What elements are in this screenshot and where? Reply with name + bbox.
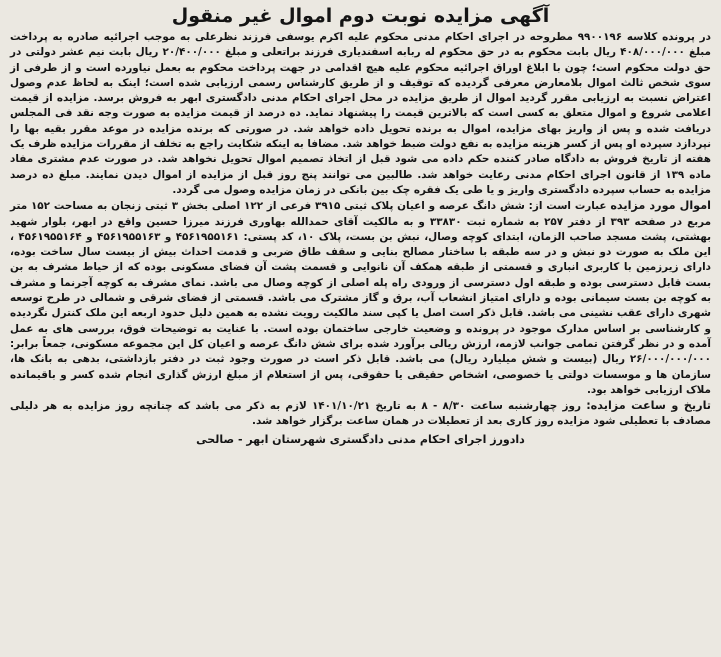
notice-paragraph-date [10, 398, 711, 430]
property-label: اموال مورد مزایده [610, 199, 711, 213]
notice-paragraph-terms: در پرونده کلاسه ۹۹۰۰۱۹۶ مطروحه در اجرای احکام مدنی محکوم علیه اکرم یوسفی فرزند نظرعلی به موجب اجرائیه صادره به پرداخت مبلغ ۴۰۸/۰۰۰/۰۰۰ ریال بابت محکوم به در حق محکوم له ربابه اسفندیاری فرزند براتعلی و مبلغ ۲۰/۴۰۰/۰۰۰ ریال بابت نیم عشر دولتی در حق دولت محکوم است؛ چون با ابلاغ اوراق اجرائیه محکوم علیه هیچ اقدامی در جهت پرداخت محکوم به بعمل نیاورده است و از طرفی از سوی شخص ثالث اموال بلامعارض معرفی گردیده که توقیف و از طریق کارشناس رسمی ارزیابی شده است؛ اینک به لحاظ عدم وصول اعتراض نسبت به ارزیابی مقرر گردید اموال از طریق مزایده در محل اجرای احکام مدنی دادگستری ابهر به فروش برسد. مزایده از قیمت اعلامی شروع و اموال متعلق به کسی است که بالاترین قیمت را پیشنهاد نماید. ده درصد از قیمت مزایده به صورت وجه نقد فی المجلس دریافت شده و پس از واریز بهای مزایده، اموال به برنده تحویل داده خواهد شد. در صورتی که برنده مزایده در موعد مقرر بقیه بها را نپردازد سپرده او پس از کسر هزینه مزایده به نفع دولت ضبط خواهد شد. مضافا به اینکه شکایت راجع به تخلف از مقررات مزایده ظرف یک هفته از تاریخ فروش به دادگاه صادر کننده حکم داده می شود قبل از اتخاذ تصمیم اموال تحویل نخواهد شد. در صورت عدم مشتری مفاد ماده ۱۳۹ از قانون اجرای احکام مدنی رعایت خواهد شد. طالبین می توانند پنج روز قبل از مزایده از اموال دیدن نمایند. مبلغ ده درصد مزایده به حساب سپرده دادگستری واریز و یا طی یک فقره چک بین بانکی در زمان مزایده وصول می گردد. [10, 31, 712, 196]
notice-title: آگهی مزایده نوبت دوم اموال غیر منقول [171, 5, 550, 27]
property-description: عبارت است از: شش دانگ عرصه و اعیان پلاک ثبتی ۳۹۱۵ فرعی از ۱۲۲ اصلی بخش ۳ ثبتی زنجان به مساحت ۱۵۲ متر مربع در صفحه ۳۹۳ از دفتر ۲۵۷ به شماره ثبت ۳۳۸۳۰ و به مالکیت آقای حمدالله بهاوری فرزند میرزا حسین واقع در ابهر، بلوار شهید بهشتی، پشت مسجد صاحب الزمان، ابتدای کوچه وصال، نبش بن بست، پلاک ۱۰، کد پستی: ۴۵۶۱۹۵۵۱۶۱ و ۴۵۶۱۹۵۵۱۶۳ و ۴۵۶۱۹۵۵۱۶۴ ، این ملک به صورت دو نبش و در سه طبقه با ساختار مصالح بنایی و سقف طاق ضربی و قدمت احداث بیش از بیست سال ساخت بوده، دارای زیرزمین با کاربری انباری و قسمتی از طبقه همکف آن نانوایی و قسمت پشت آن فضای مسکونی بوده که از حیاط مشرف به بن بست قابل دسترسی بوده و طبقه اول دسترسی از ورودی راه پله اصلی از کوچه وصال می باشد. نمای مشرف به کوچه آجرنما و مشرف به کوچه بن بست سیمانی بوده و دارای امتیاز انشعاب آب، برق و گاز مشترک می باشد. قسمتی از فضای شرقی و شمالی در طرح توسعه شهری دارای عقب نشینی می باشد. قابل ذکر است اصل یا کپی سند مالکیت رویت نشده به همین دلیل حدود اربعه این ملک کنترل نگردیده و کارشناسی بر اساس مدارک موجود در پرونده و وضعیت خارجی ساختمان بوده است. با عنایت به توضیحات فوق، بررسی های به عمل آمده و در نظر گرفتن تمامی جوانب لازمه، ارزش ریالی برآورد شده برای شش دانگ عرصه و اعیان کل این مجموعه مسکونی، جمعاً برابر: ۲۶/۰۰۰/۰۰۰/۰۰۰ ریال (بیست و شش میلیارد ریال) می باشد. قابل ذکر است در صورت وجود ثبت در دفتر بازداشتی، بدهی به بانک ها، سازمان ها و موسسات دولتی یا خصوصی، اشخاص حقیقی یا حقوقی، پس از استعلام از مبلغ ارزش گذاری انجام شده کسر و باقیمانده ملاک ارزیابی خواهد بود. [10, 200, 711, 396]
auction-date-label: تاریخ و ساعت مزایده: [586, 399, 711, 413]
notice-body [10, 30, 711, 430]
auction-date-text: روز چهارشنبه ساعت ۸/۳۰ - ۸ به تاریخ ۱۴۰۱/۱۰/۲۱ لازم به ذکر می باشد که چنانچه روز مزایده به هر دلیلی مصادف با تعطیلی شود مزایده روز کاری بعد از تعطیلات در همان ساعت برگزار خواهد شد. [10, 400, 711, 428]
notice-paragraph-property [10, 198, 711, 398]
notice-signature: دادورز اجرای احکام مدنی دادگستری شهرستان ابهر - صالحی [196, 432, 525, 446]
